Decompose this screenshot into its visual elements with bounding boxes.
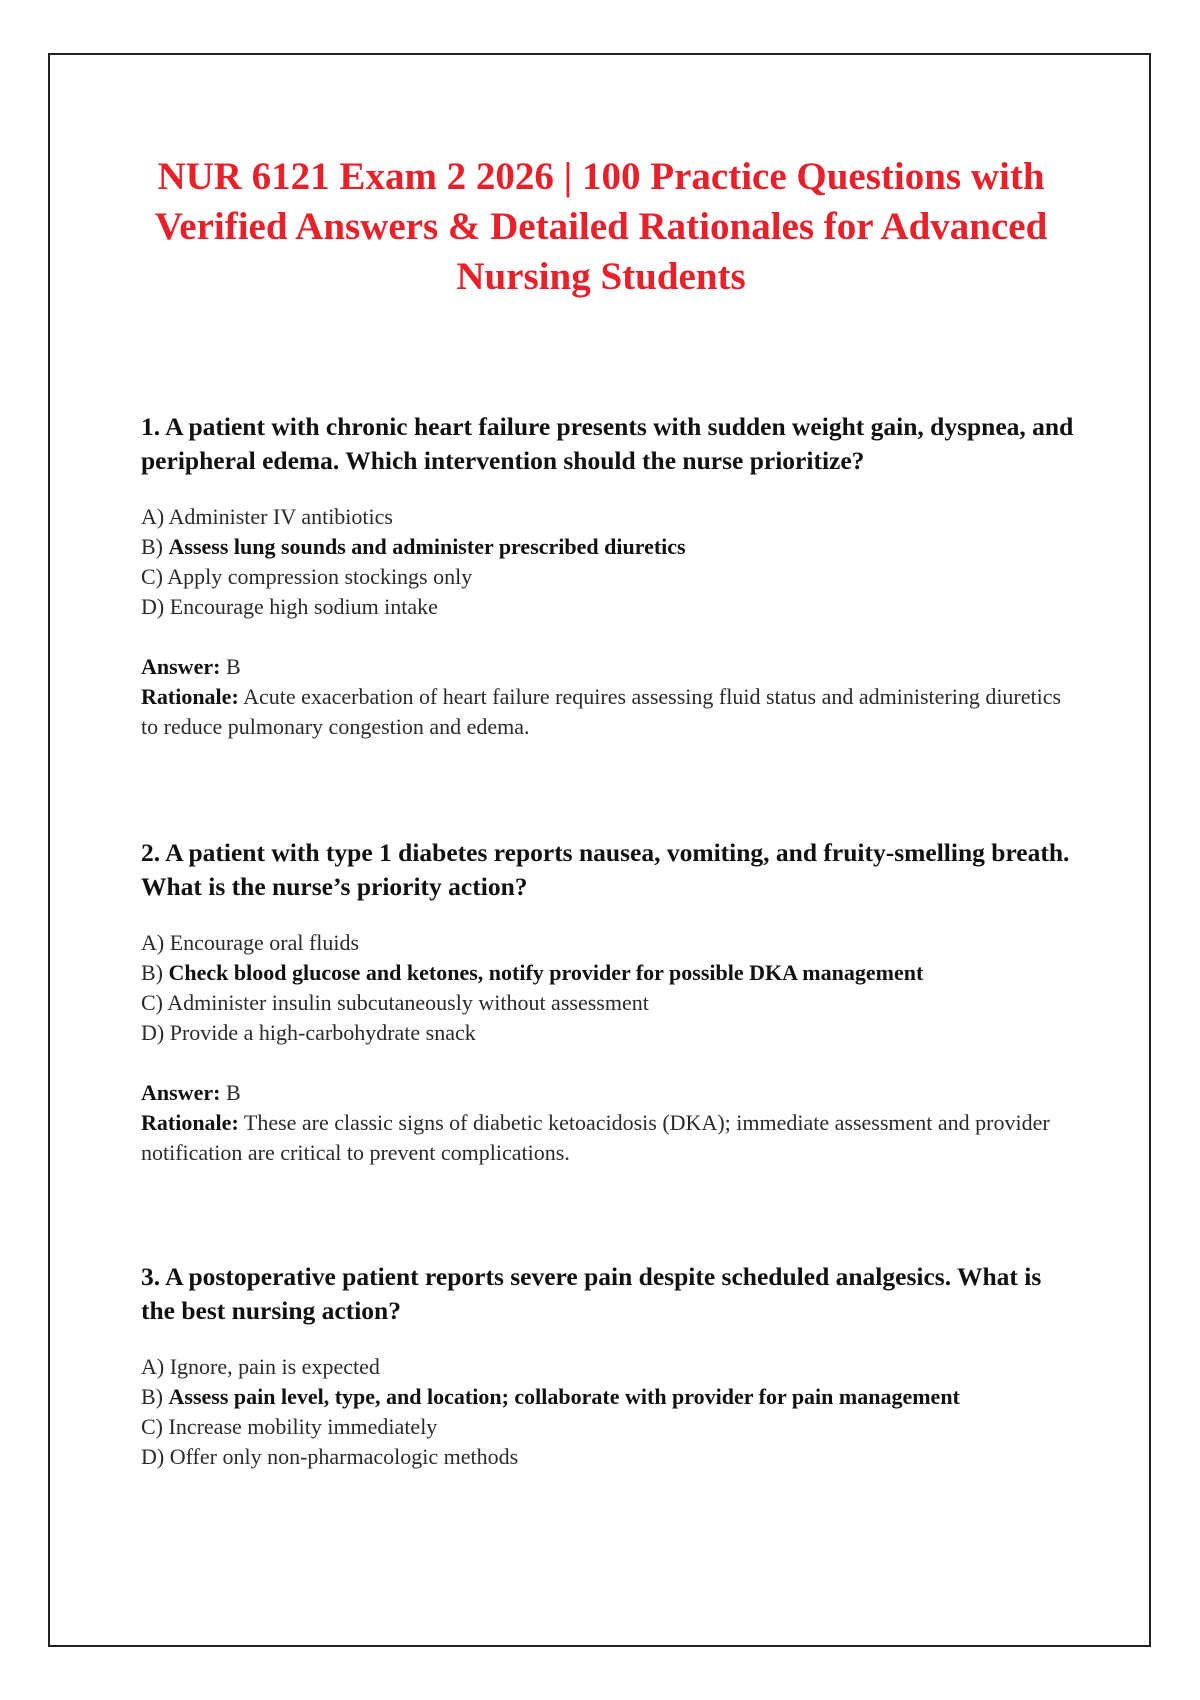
- question-1: [141, 410, 1081, 742]
- rationale-text: These are classic signs of diabetic ketoacidosis (DKA); immediate assessment and provider notification are critical to prevent complications.: [141, 1110, 1050, 1165]
- option-b: [141, 1382, 1081, 1412]
- question-3: [141, 1260, 1081, 1472]
- option-a: [141, 502, 1081, 532]
- option-letter: A): [141, 930, 165, 955]
- option-letter: B): [141, 1384, 163, 1409]
- correct-option-text: Assess lung sounds and administer prescribed diuretics: [168, 534, 686, 559]
- option-d: [141, 592, 1081, 622]
- option-letter: A): [141, 504, 165, 529]
- option-c: [141, 1412, 1081, 1442]
- option-text: Increase mobility immediately: [168, 1414, 438, 1439]
- answer-line: [141, 1078, 1081, 1108]
- question-2: [141, 836, 1081, 1168]
- answer-label: Answer:: [141, 1080, 221, 1105]
- question-text: 3. A postoperative patient reports severe pain despite scheduled analgesics. What is the best nursing action?: [141, 1262, 1042, 1325]
- option-d: [141, 1018, 1081, 1048]
- option-letter: C): [141, 1414, 163, 1439]
- option-text: Administer insulin subcutaneously without assessment: [167, 990, 649, 1015]
- answer-value: B: [225, 654, 241, 679]
- option-b: [141, 958, 1081, 988]
- option-d: [141, 1442, 1081, 1472]
- answer-options: [141, 928, 1081, 1048]
- rationale-line: [141, 682, 1081, 742]
- answer-value: B: [225, 1080, 241, 1105]
- option-letter: B): [141, 960, 163, 985]
- option-text: Ignore, pain is expected: [169, 1354, 380, 1379]
- question-text: 1. A patient with chronic heart failure presents with sudden weight gain, dyspnea, and peripheral edema. Which intervention should the nurse prioritize?: [141, 412, 1074, 475]
- option-a: [141, 928, 1081, 958]
- rationale-label: Rationale:: [141, 1110, 239, 1135]
- option-text: Provide a high-carbohydrate snack: [169, 1020, 476, 1045]
- option-text: Offer only non-pharmacologic methods: [169, 1444, 519, 1469]
- option-b: [141, 532, 1081, 562]
- rationale-text: Acute exacerbation of heart failure requires assessing fluid status and administering diuretics to reduce pulmonary congestion and edema.: [141, 684, 1062, 739]
- option-text: Administer IV antibiotics: [168, 504, 393, 529]
- answer-options: [141, 1352, 1081, 1472]
- option-text: Apply compression stockings only: [167, 564, 473, 589]
- option-text: Encourage high sodium intake: [169, 594, 438, 619]
- answer-line: [141, 652, 1081, 682]
- option-letter: D): [141, 1020, 165, 1045]
- correct-option-text: Assess pain level, type, and location; collaborate with provider for pain management: [168, 1384, 960, 1409]
- option-letter: C): [141, 990, 163, 1015]
- option-a: [141, 1352, 1081, 1382]
- rationale-label: Rationale:: [141, 684, 239, 709]
- document-title: NUR 6121 Exam 2 2026 | 100 Practice Questions with Verified Answers & Detailed Rationales for Advanced Nursing Students: [154, 155, 1048, 298]
- option-letter: A): [141, 1354, 165, 1379]
- option-letter: B): [141, 534, 163, 559]
- correct-option-text: Check blood glucose and ketones, notify provider for possible DKA management: [168, 960, 924, 985]
- rationale-line: [141, 1108, 1081, 1168]
- option-text: Encourage oral fluids: [169, 930, 360, 955]
- question-text: 2. A patient with type 1 diabetes reports nausea, vomiting, and fruity-smelling breath. What is the nurse’s priority action?: [141, 838, 1070, 901]
- option-letter: D): [141, 1444, 165, 1469]
- answer-options: [141, 502, 1081, 622]
- option-c: [141, 562, 1081, 592]
- answer-label: Answer:: [141, 654, 221, 679]
- option-letter: D): [141, 594, 165, 619]
- option-c: [141, 988, 1081, 1018]
- option-letter: C): [141, 564, 163, 589]
